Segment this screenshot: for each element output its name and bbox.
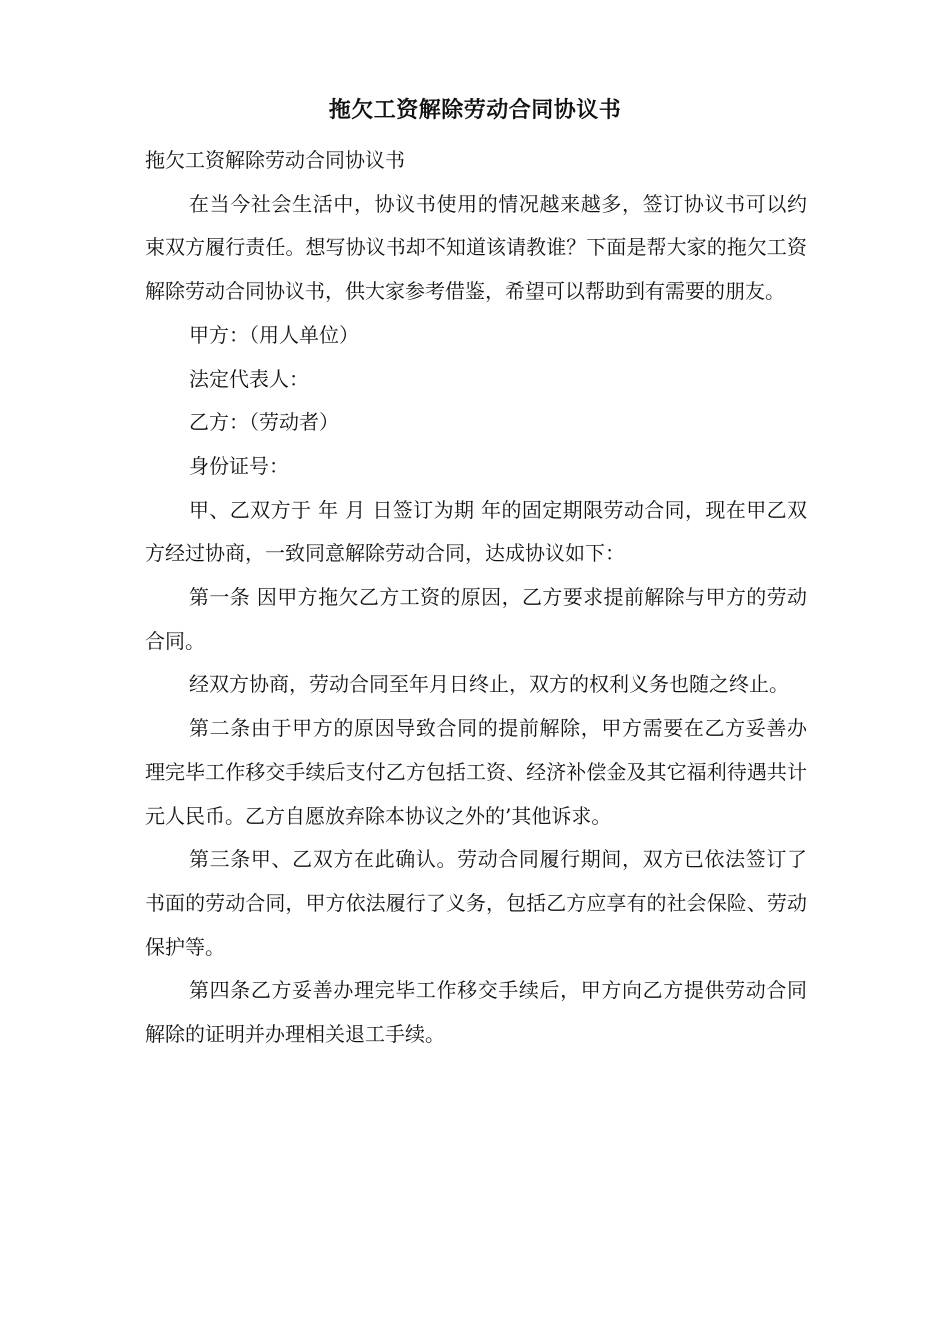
article-2: 第二条由于甲方的原因导致合同的提前解除，甲方需要在乙方妥善办理完毕工作移交手续后支付乙方包括工资、经济补偿金及其它福利待遇共计元人民币。乙方自愿放弃除本协议之外的’其他诉求。 bbox=[145, 716, 807, 828]
party-b-line: 乙方：（劳动者） bbox=[189, 410, 339, 435]
subtitle-line: 拖欠工资解除劳动合同协议书 bbox=[145, 148, 405, 172]
document-body bbox=[145, 139, 807, 1057]
legal-representative-line: 法定代表人： bbox=[189, 366, 309, 391]
article-3: 第三条甲、乙双方在此确认。劳动合同履行期间，双方已依法签订了书面的劳动合同，甲方依法履行了义务，包括乙方应享有的社会保险、劳动保护等。 bbox=[145, 847, 807, 959]
party-a-line: 甲方：（用人单位） bbox=[189, 322, 359, 347]
document-title: 拖欠工资解除劳动合同协议书 bbox=[328, 97, 622, 123]
article-1-termination: 经双方协商，劳动合同至年月日终止，双方的权利义务也随之终止。 bbox=[189, 672, 789, 697]
contract-preamble: 甲、乙双方于 年 月 日签订为期 年的固定期限劳动合同，现在甲乙双方经过协商，一致同意解除劳动合同，达成协议如下： bbox=[145, 497, 807, 566]
id-number-line: 身份证号： bbox=[189, 453, 289, 478]
article-1: 第一条 因甲方拖欠乙方工资的原因，乙方要求提前解除与甲方的劳动合同。 bbox=[145, 585, 807, 653]
intro-paragraph: 在当今社会生活中，协议书使用的情况越来越多，签订协议书可以约束双方履行责任。想写协议书却不知道该请教谁？下面是帮大家的拖欠工资解除劳动合同协议书，供大家参考借鉴，希望可以帮助到有需要的朋友。 bbox=[145, 191, 807, 304]
article-4: 第四条乙方妥善办理完毕工作移交手续后，甲方向乙方提供劳动合同解除的证明并办理相关退工手续。 bbox=[145, 978, 807, 1047]
